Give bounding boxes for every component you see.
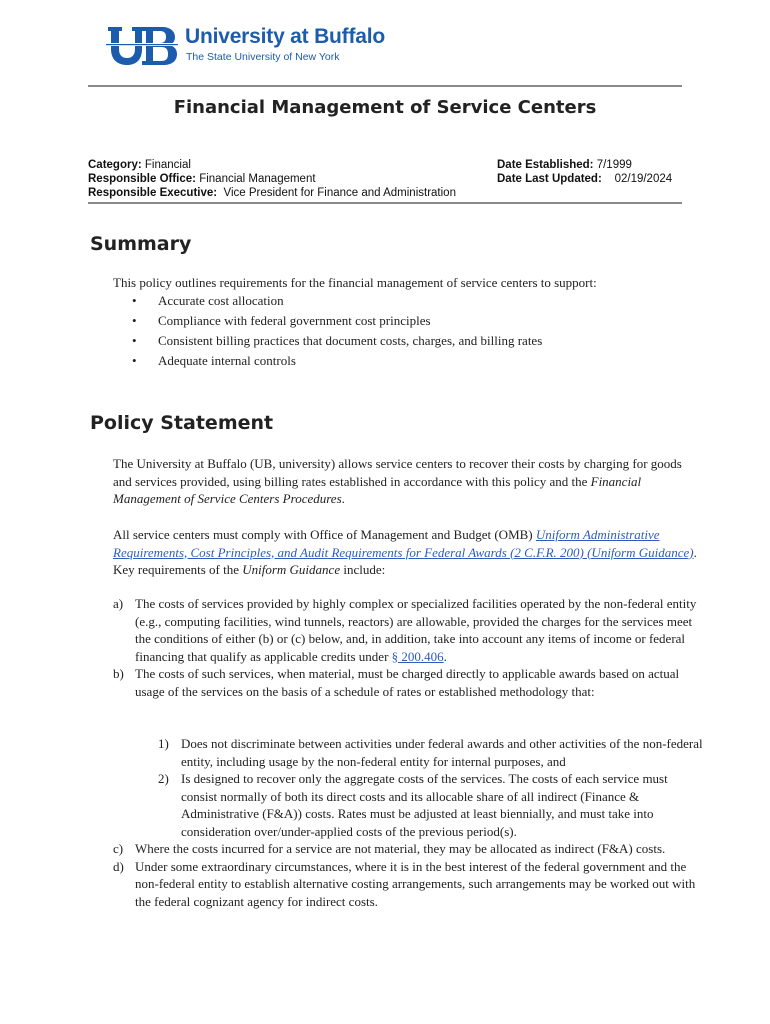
uniform-guidance-link[interactable]: Uniform Administrative Requirements, Cost Principles, and Audit Requirements for Federal Awards (2 C.F.R. 200) (Uniform Guidance) <box>113 527 694 560</box>
meta-office <box>88 172 456 186</box>
meta-established-label: Date Established: <box>497 159 594 171</box>
meta-right <box>497 158 672 186</box>
meta-category <box>88 158 456 172</box>
policy-p2-text: All service centers must comply with Office of Management and Budget (OMB) <box>113 527 536 542</box>
requirement-item-d <box>113 858 703 911</box>
item-marker: c) <box>113 841 124 856</box>
meta-updated <box>497 172 672 186</box>
item-b2-text: Is designed to recover only the aggregate costs of the services. The costs of each service must consist normally of both its direct costs and its allocable share of all indirect (Finance & Administrative (F&A)) costs. Rates must be adjusted at least biennially, and must take into consideration over/under-applied costs of the previous period(s). <box>181 771 668 839</box>
item-marker: 1) <box>158 736 169 751</box>
meta-executive-value: Vice President for Finance and Administration <box>223 187 456 199</box>
item-b1-text: Does not discriminate between activities under federal awards and other activities of the non-federal entity, including usage by the non-federal entity for internal purposes, and <box>181 736 703 769</box>
item-marker: d) <box>113 858 124 874</box>
meta-office-value: Financial Management <box>199 173 316 185</box>
summary-bullet: • Compliance with federal government cost principles <box>113 312 542 332</box>
summary-bullet: • Accurate cost allocation <box>113 292 542 312</box>
policy-heading: Policy Statement <box>90 412 274 434</box>
page-title: Financial Management of Service Centers <box>173 97 597 118</box>
summary-bullet: • Consistent billing practices that document costs, charges, and billing rates <box>113 332 542 352</box>
uniform-guidance-em: Uniform Guidance <box>242 562 341 577</box>
meta-bottom-rule <box>88 202 682 204</box>
summary-intro: This policy outlines requirements for the financial management of service centers to support: <box>113 275 597 290</box>
item-c-text: Where the costs incurred for a service are not material, they may be allocated as indirect (F&A) costs. <box>135 841 666 856</box>
meta-executive-label: Responsible Executive: <box>88 187 218 199</box>
meta-left <box>88 158 456 200</box>
ub-logo-mark-icon <box>106 24 178 68</box>
summary-bullets <box>113 292 542 372</box>
item-d-text: Under some extraordinary circumstances, where it is in the best interest of the federal government and the non-federal entity to establish alternative costing arrangements, such arrangements may be worked out with the federal cognizant agency for indirect costs. <box>135 858 696 909</box>
policy-p2-mid: . Key requirements of the <box>113 544 697 577</box>
meta-executive <box>88 186 456 200</box>
policy-p1-text: The University at Buffalo (UB, university) allows service centers to recover their costs by charging for goods and services provided, using billing rates established in accordance with this policy and the <box>113 456 682 489</box>
item-marker: 2) <box>158 771 169 786</box>
meta-category-label: Category: <box>88 159 142 171</box>
policy-p2-end: include: <box>340 562 386 577</box>
procedures-title: Financial Management of Service Centers Procedures <box>113 473 642 506</box>
methodology-item-2 <box>113 770 703 840</box>
methodology-item-1 <box>113 735 703 770</box>
requirements-list <box>113 595 703 700</box>
meta-office-label: Responsible Office: <box>88 173 196 185</box>
university-subtitle: The State University of New York <box>186 51 340 63</box>
meta-updated-label: Date Last Updated: <box>497 173 602 185</box>
item-b-text: The costs of such services, when material, must be charged directly to applicable awards based on actual usage of the services on the basis of a schedule of rates or established methodology that: <box>135 666 680 699</box>
meta-category-value: Financial <box>144 159 191 171</box>
meta-established <box>497 158 672 172</box>
section-200-406-link[interactable]: § 200.406 <box>391 648 444 664</box>
policy-paragraph-1 <box>113 455 703 508</box>
title-top-rule <box>88 85 682 87</box>
requirement-item-b <box>113 665 703 700</box>
requirement-item-c <box>113 840 703 858</box>
requirement-item-a <box>113 595 703 665</box>
requirements-list-cont <box>113 840 703 910</box>
ub-logo <box>106 22 396 70</box>
policy-paragraph-2 <box>113 526 703 579</box>
item-marker: a) <box>113 596 124 611</box>
meta-updated-value: 02/19/2024 <box>614 173 673 185</box>
university-name: University at Buffalo <box>185 25 386 48</box>
summary-heading: Summary <box>90 233 192 255</box>
policy-p1-end: . <box>341 491 345 506</box>
rate-methodology-list <box>113 735 703 840</box>
item-a-text: The costs of services provided by highly complex or specialized facilities operated by the non-federal entity (e.g., computing facilities, wind tunnels, reactors) are allowable, provided the charges for the services meet the conditions of either (b) or (c) below, and, in addition, take into account any items of income or federal financing that qualify as applicable credits under <box>135 596 697 664</box>
summary-bullet: • Adequate internal controls <box>113 352 542 372</box>
item-a-end: . <box>443 648 447 664</box>
item-marker: b) <box>113 666 124 681</box>
meta-established-value: 7/1999 <box>596 159 632 171</box>
